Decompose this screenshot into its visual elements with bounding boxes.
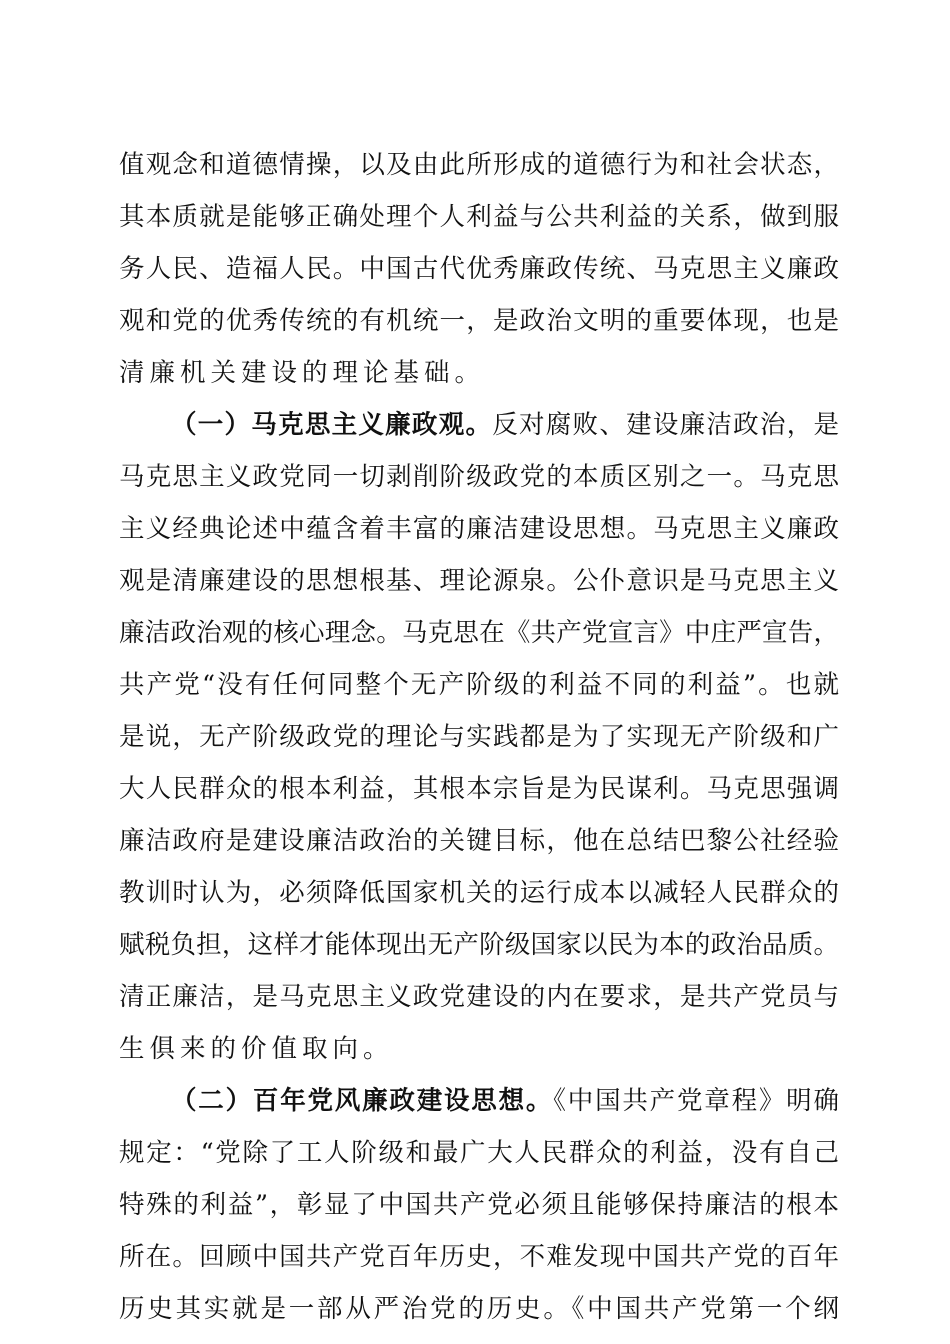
text-line: 教训时认为，必须降低国家机关的运行成本以减轻人民群众的: [119, 878, 839, 908]
text-line: 务人民、造福人民。中国古代优秀廉政传统、马克思主义廉政: [119, 254, 839, 284]
text-line: 历史其实就是一部从严治党的历史。《中国共产党第一个纲: [119, 1294, 839, 1324]
text-line: 所在。回顾中国共产党百年历史，不难发现中国共产党的百年: [119, 1242, 839, 1272]
section-1-heading: （一）马克思主义廉政观。: [171, 410, 493, 440]
section-1-first-line-text: 反对腐败、建设廉洁政治，是: [492, 410, 839, 440]
text-line: 观是清廉建设的思想根基、理论源泉。公仆意识是马克思主义: [119, 566, 839, 596]
text-line: 特殊的利益”，彰显了中国共产党必须且能够保持廉洁的根本: [119, 1190, 839, 1220]
text-line: 其本质就是能够正确处理个人利益与公共利益的关系，做到服: [119, 202, 839, 232]
text-line: 大人民群众的根本利益，其根本宗旨是为民谋利。马克思强调: [119, 774, 839, 804]
text-line: 主义经典论述中蕴含着丰富的廉洁建设思想。马克思主义廉政: [119, 514, 839, 544]
text-line: 观和党的优秀传统的有机统一，是政治文明的重要体现，也是: [119, 306, 839, 336]
section-2-first-line: [171, 1081, 839, 1121]
section-2-heading: （二）百年党风廉政建设思想。: [171, 1086, 554, 1116]
text-line: 清正廉洁，是马克思主义政党建设的内在要求，是共产党员与: [119, 982, 839, 1012]
text-line: 是说，无产阶级政党的理论与实践都是为了实现无产阶级和广: [119, 722, 839, 752]
text-line: 值观念和道德情操，以及由此所形成的道德行为和社会状态，: [119, 150, 839, 180]
text-line: 共产党“没有任何同整个无产阶级的利益不同的利益”。也就: [119, 670, 839, 700]
text-line: 赋税负担，这样才能体现出无产阶级国家以民为本的政治品质。: [119, 930, 839, 960]
text-line: 廉洁政治观的核心理念。马克思在《共产党宣言》中庄严宣告，: [119, 618, 839, 648]
section-2-first-line-text: 《中国共产党章程》明确: [553, 1086, 839, 1116]
text-line: 生俱来的价值取向。: [119, 1034, 394, 1064]
text-line: 马克思主义政党同一切剥削阶级政党的本质区别之一。马克思: [119, 462, 839, 492]
text-line: 清廉机关建设的理论基础。: [119, 358, 486, 388]
section-1-first-line: [171, 405, 839, 445]
text-line: 规定：“党除了工人阶级和最广大人民群众的利益，没有自己: [119, 1138, 839, 1168]
text-line: 廉洁政府是建设廉洁政治的关键目标，他在总结巴黎公社经验: [119, 826, 839, 856]
